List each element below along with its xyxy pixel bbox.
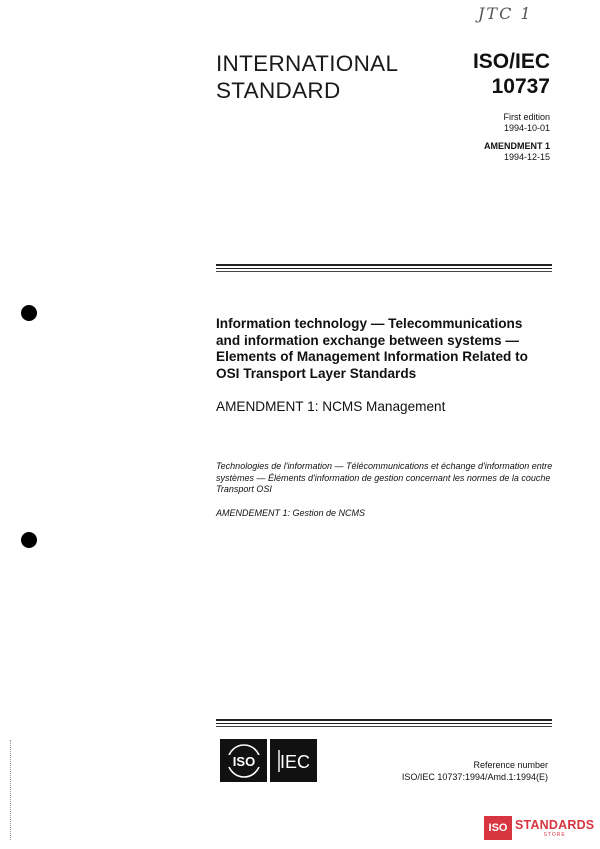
iso-logo-text: ISO: [232, 753, 255, 769]
document-type: [216, 50, 398, 104]
iso-standards-store-watermark[interactable]: [484, 816, 594, 840]
iso-logo-icon: [223, 742, 265, 780]
iec-logo-text: IEC: [279, 751, 310, 772]
store-logo-badge: ISO: [484, 816, 512, 840]
standard-designation-number: 10737: [491, 75, 550, 98]
edition-label: First edition: [503, 112, 550, 122]
french-amendment-title: AMENDEMENT 1: Gestion de NCMS: [216, 508, 366, 518]
english-amendment-title: AMENDMENT 1: NCMS Management: [216, 399, 446, 414]
edition-date: 1994-10-01: [503, 123, 550, 133]
reference-label: Reference number: [473, 760, 548, 770]
french-title: Technologies de l'information — Télécommunications et échange d'information entre systèmes — Éléments d'information de gestion concernant les normes de la couche Transport OSI: [216, 461, 553, 494]
scan-margin-marks: [10, 740, 12, 840]
punch-hole-lower: [21, 532, 37, 548]
publisher-logos: [220, 739, 317, 782]
reference-number: [402, 759, 548, 783]
amendment-label: AMENDMENT 1: [483, 141, 550, 151]
document-type-line2: STANDARD: [216, 78, 341, 103]
amendment-date: 1994-12-15: [503, 152, 550, 162]
iso-logo: [220, 739, 267, 782]
standard-designation: [473, 49, 550, 99]
bottom-divider: [216, 719, 552, 727]
standard-designation-prefix: ISO/IEC: [472, 50, 550, 73]
top-divider: [216, 264, 552, 272]
english-title: [216, 316, 546, 382]
iec-logo: [270, 739, 317, 782]
english-title-line4: OSI Transport Layer Standards: [216, 365, 417, 381]
handwritten-annotation: JTC 1: [478, 4, 533, 23]
store-tagline: STORE: [543, 832, 566, 838]
english-title-line1: Information technology — Telecommunications: [216, 316, 523, 331]
reference-value: ISO/IEC 10737:1994/Amd.1:1994(E): [401, 772, 548, 782]
iec-logo-icon: [273, 742, 315, 780]
punch-hole-upper: [21, 305, 37, 321]
store-name: STANDARDS: [515, 818, 595, 832]
edition-info: [484, 112, 550, 163]
english-title-line2: and information exchange between systems —: [216, 332, 519, 348]
document-type-line1: INTERNATIONAL: [216, 51, 399, 76]
english-title-line3: Elements of Management Information Related to: [216, 349, 528, 364]
